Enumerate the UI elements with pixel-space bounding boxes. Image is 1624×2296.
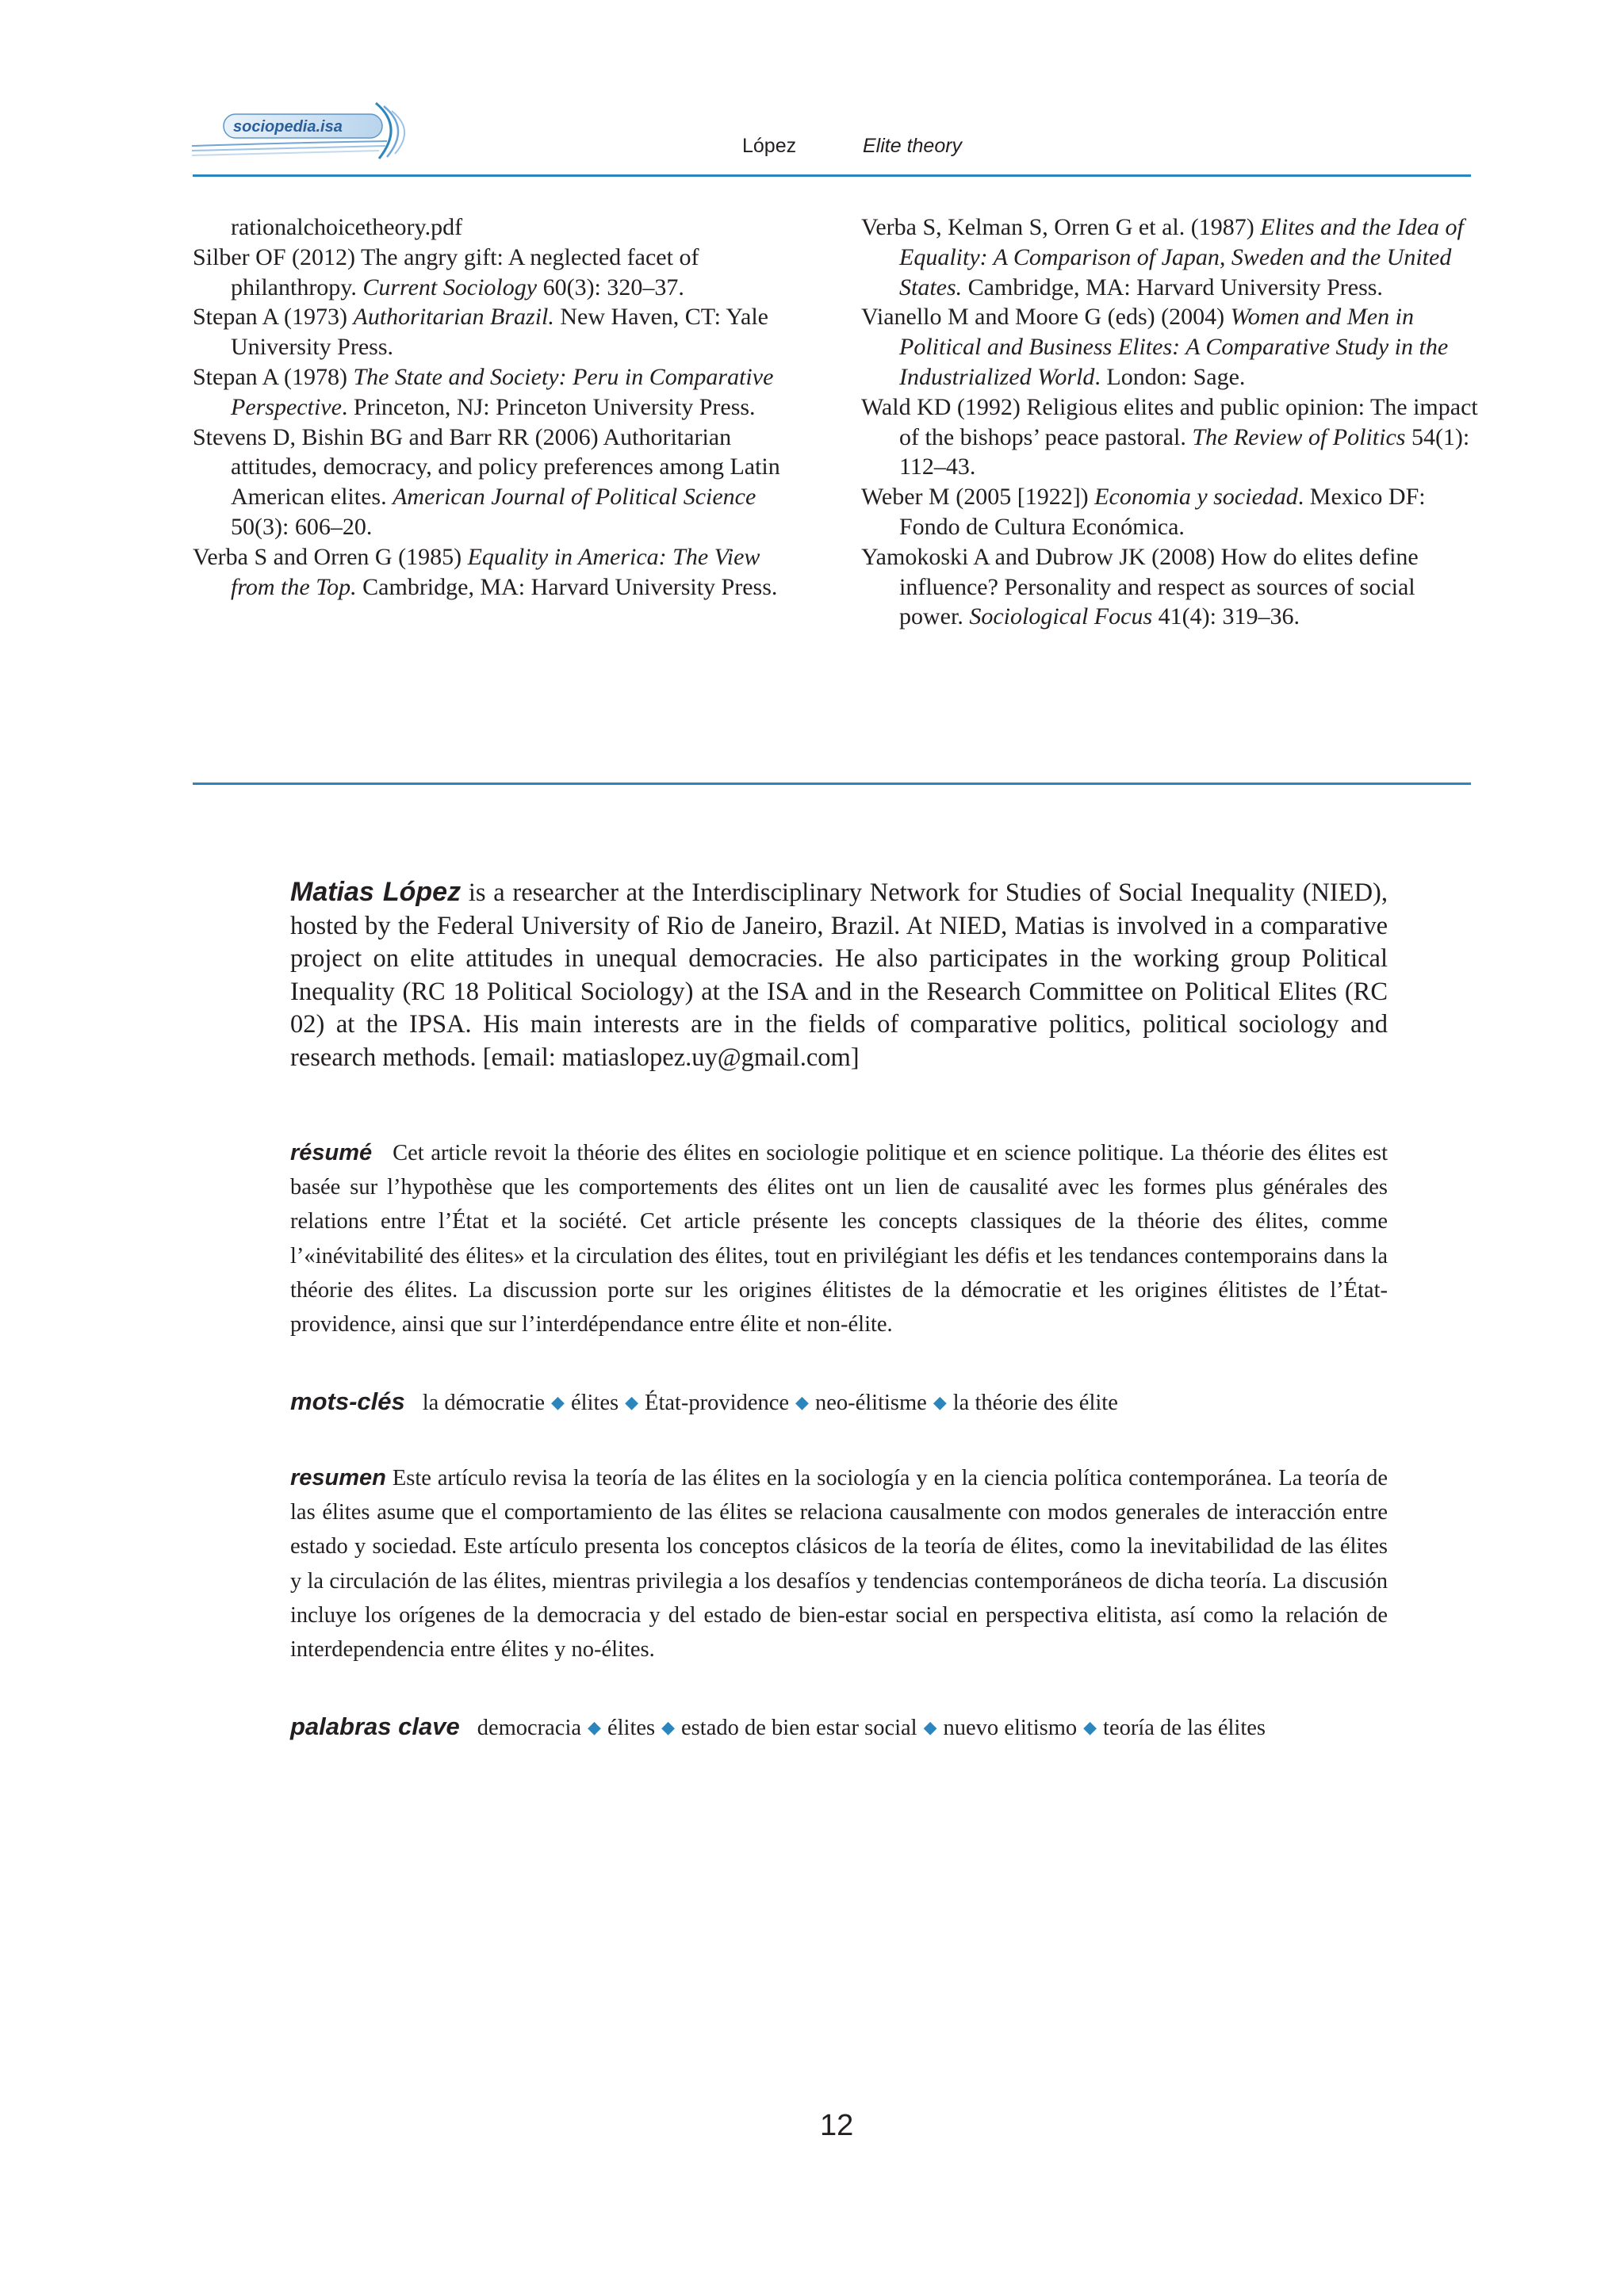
reference-entry: Verba S and Orren G (1985) Equality in America: The View from the Top. Cambridge, MA: Harvard University Press. [193,543,778,600]
keyword: élites [607,1716,656,1740]
reference-entry: Silber OF (2012) The angry gift: A neglected facet of philanthropy. Current Sociology 60(3): 320–37. [193,243,699,300]
keyword: nuevo elitismo [943,1716,1078,1740]
mots-cles-list [423,1391,1118,1415]
keyword: élites [570,1391,619,1415]
references-left-column [193,212,803,602]
reference-entry: rationalchoicetheory.pdf [231,214,463,240]
references-right-column [861,212,1480,632]
resume-text: Cet article revoit la théorie des élites en sociologie politique et en science politique. La théorie des élites est basée sur l’hypothèse que les comportements des élites ont un lien de causalité avec les formes plus générales des relations entre l’État et la société. Cet article présente les concepts classiques de la théorie des élites, comme l’«inévitabilité des élites» et la circulation des élites, tout en privilégiant les défis et les tendances contemporains dans la théorie des élites. La discussion porte sur les origines élitistes de la démocratie et les origines élitistes de l’État-providence, ainsi que sur l’interdépendance entre élite et non-élite. [290,1141,1388,1337]
reference-entry: Weber M (2005 [1922]) Economia y sociedad. Mexico DF: Fondo de Cultura Económica. [861,484,1426,540]
reference-entry: Vianello M and Moore G (eds) (2004) Women and Men in Political and Business Elites: A Comparative Study in the Industrialized World. London: Sage. [861,304,1449,390]
resume-french [290,1136,1388,1341]
diamond-separator-icon: ◆ [795,1392,809,1412]
author-bio-text: is a researcher at the Interdisciplinary Network for Studies of Social Inequality (NIED), hosted by the Federal University of Rio de Janeiro, Brazil. At NIED, Matias is involved in a comparative project on elite attitudes in unequal democracies. He also participates in the working group Political Inequality (RC 18 Political Sociology) at the ISA and in the Research Committee on Political Elites (RC 02) at the IPSA. His main interests are in the fields of comparative politics, political sociology and research methods. [email: matiaslopez.uy@gmail.com] [290,878,1388,1072]
diamond-separator-icon: ◆ [588,1717,601,1737]
resumen-label: resumen [290,1465,386,1490]
section-divider [193,783,1471,785]
keyword: teoría de las élites [1103,1716,1266,1740]
palabras-clave-list [477,1716,1266,1740]
diamond-separator-icon: ◆ [1083,1717,1097,1737]
resumen-text: Este artículo revisa la teoría de las élites en la sociología y en la ciencia política contemporánea. La teoría de las élites asume que el comportamiento de las élites se relaciona causalmente con modos generales de interacción entre estado y sociedad. Este artículo presenta los conceptos clásicos de la teoría de élites, como la inevitabilidad de las élites y la circulación de las élites, mientras privilegia a los desafíos y tendencias contemporáneos de dicha teoría. La discusión incluye los orígenes de la democracia y del estado de bien-estar social en perspectiva elitista, así como la relación de interdependencia entre élites y no-élites. [290,1466,1388,1663]
logo-text: sociopedia.isa [233,118,343,136]
resume-label: résumé [290,1140,373,1165]
keyword: democracia [477,1716,582,1740]
reference-entry: Wald KD (1992) Religious elites and public opinion: The impact of the bishops’ peace pastoral. The Review of Politics 54(1): 112–43. [861,393,1478,480]
diamond-separator-icon: ◆ [933,1392,947,1412]
sociopedia-isa-logo [189,95,411,166]
keyword: la théorie des élite [952,1391,1118,1415]
keyword: neo-élitisme [814,1391,927,1415]
reference-entry: Yamokoski A and Dubrow JK (2008) How do elites define influence? Personality and respect as sources of social power. Sociological Focus 41(4): 319–36. [861,543,1419,630]
palabras-clave-label: palabras clave [290,1712,460,1740]
header-title: Elite theory [863,135,963,157]
author-bio [290,876,1388,1074]
reference-entry: Stepan A (1973) Authoritarian Brazil. New Haven, CT: Yale University Press. [193,304,768,361]
keyword: estado de bien estar social [681,1716,917,1740]
mots-cles-label: mots-clés [290,1387,405,1415]
diamond-separator-icon: ◆ [625,1392,639,1412]
author-name: Matias López [290,877,462,907]
diamond-separator-icon: ◆ [923,1717,937,1737]
reference-entry: Stevens D, Bishin BG and Barr RR (2006) Authoritarian attitudes, democracy, and policy preferences among Latin American elites. American Journal of Political Science 50(3): 606–20. [193,423,780,540]
keyword: État-providence [645,1391,790,1415]
header-author: López [742,135,797,157]
header-rule [193,174,1471,177]
diamond-separator-icon: ◆ [551,1392,565,1412]
reference-entry: Verba S, Kelman S, Orren G et al. (1987) Elites and the Idea of Equality: A Comparison of Japan, Sweden and the United States. Cambridge, MA: Harvard University Press. [861,214,1464,300]
diamond-separator-icon: ◆ [661,1717,676,1737]
keyword: la démocratie [422,1391,546,1415]
resumen-spanish [290,1461,1388,1667]
reference-entry: Stepan A (1978) The State and Society: Peru in Comparative Perspective. Princeton, NJ: Princeton University Press. [193,363,774,420]
page-number: 12 [820,2109,854,2142]
keywords-spanish [290,1709,1388,1745]
keywords-french [290,1384,1388,1420]
